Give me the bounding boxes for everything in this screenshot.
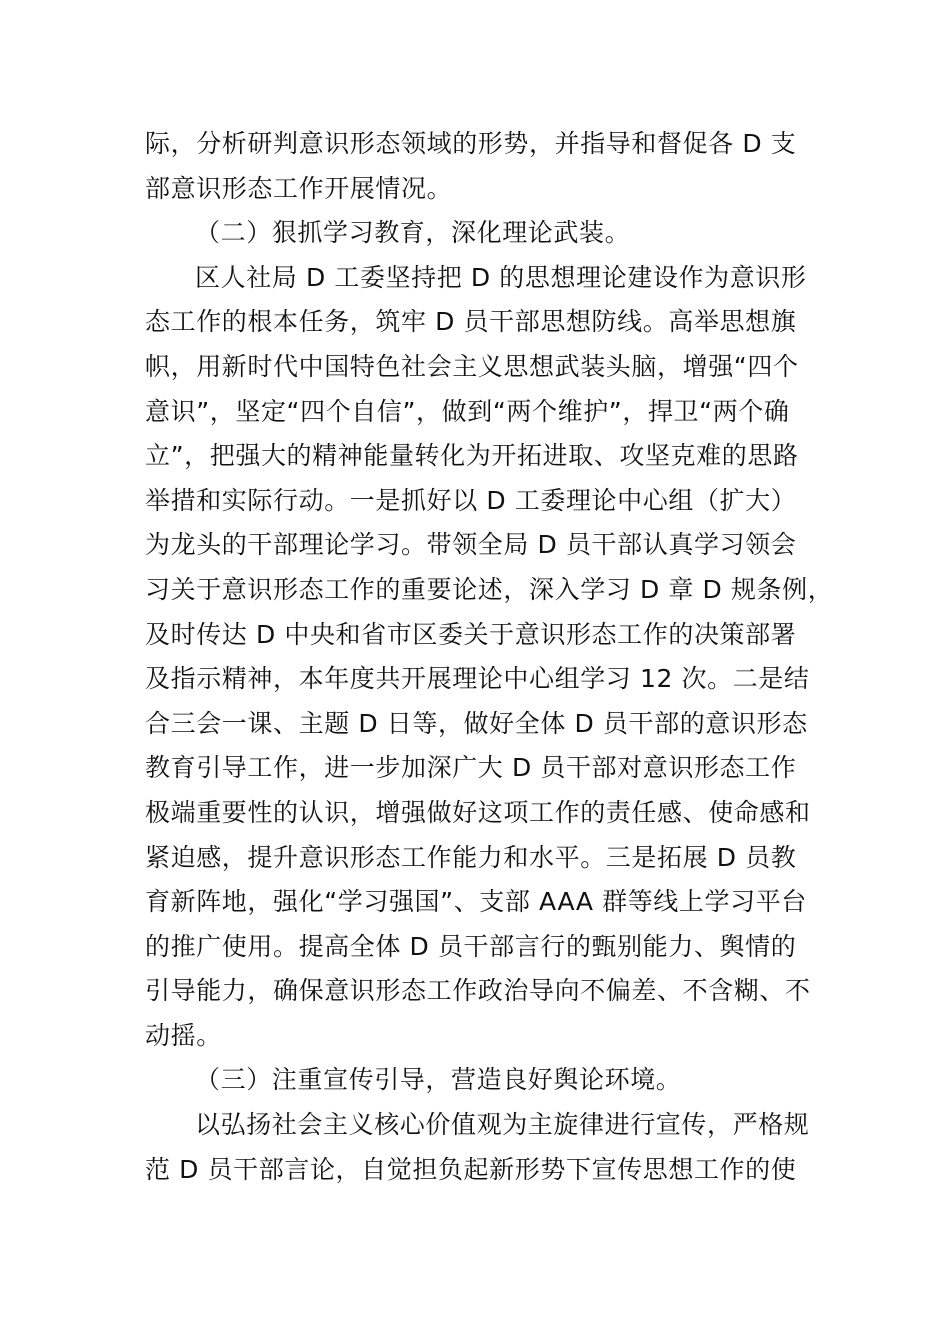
text-line: 育新阵地，强化“学习强国”、支部 AAA 群等线上学习平台 bbox=[145, 887, 807, 917]
document-body bbox=[145, 122, 834, 1192]
text-line: 帜，用新时代中国特色社会主义思想武装头脑，增强“四个 bbox=[145, 351, 799, 381]
section-heading-3: （三）注重宣传引导，营造良好舆论环境。 bbox=[195, 1065, 682, 1095]
text-line: 态工作的根本任务，筑牢 D 员干部思想防线。高举思想旗 bbox=[145, 307, 797, 337]
text-line: 意识”，坚定“四个自信”，做到“两个维护”，捍卫“两个确 bbox=[145, 396, 790, 426]
text-line: 为龙头的干部理论学习。带领全局 D 员干部认真学习领会 bbox=[145, 530, 797, 560]
text-line: 及时传达 D 中央和省市区委关于意识形态工作的决策部署 bbox=[145, 619, 797, 649]
text-line: 极端重要性的认识，增强做好这项工作的责任感、使命感和 bbox=[145, 797, 811, 827]
text-line: 区人社局 D 工委坚持把 D 的思想理论建设作为意识形 bbox=[195, 262, 807, 292]
text-line: 习关于意识形态工作的重要论述，深入学习 D 章 D 规条例， bbox=[145, 574, 834, 604]
text-line: 举措和实际行动。一是抓好以 D 工委理论中心组（扩大） bbox=[145, 485, 797, 515]
text-line: 立”，把强大的精神能量转化为开拓进取、攻坚克难的思路 bbox=[145, 441, 799, 471]
text-line: 范 D 员干部言论，自觉担负起新形势下宣传思想工作的使 bbox=[145, 1154, 797, 1184]
text-line: 及指示精神，本年度共开展理论中心组学习 12 次。二是结 bbox=[145, 664, 810, 694]
text-line: 紧迫感，提升意识形态工作能力和水平。三是拓展 D 员教 bbox=[145, 842, 797, 872]
text-line: 的推广使用。提高全体 D 员干部言行的甄别能力、舆情的 bbox=[145, 931, 797, 961]
text-line: 引导能力，确保意识形态工作政治导向不偏差、不含糊、不 bbox=[145, 976, 811, 1006]
text-line: 教育引导工作，进一步加深广大 D 员干部对意识形态工作 bbox=[145, 753, 797, 783]
text-line: 以弘扬社会主义核心价值观为主旋律进行宣传，严格规 bbox=[195, 1110, 810, 1140]
text-line: 际，分析研判意识形态领域的形势，并指导和督促各 D 支 bbox=[145, 129, 797, 158]
text-line: 动摇。 bbox=[145, 1020, 222, 1050]
section-heading-2: （二）狠抓学习教育，深化理论武装。 bbox=[195, 218, 631, 248]
text-line: 合三会一课、主题 D 日等，做好全体 D 员干部的意识形态 bbox=[145, 708, 808, 738]
text-line: 部意识形态工作开展情况。 bbox=[145, 173, 453, 203]
